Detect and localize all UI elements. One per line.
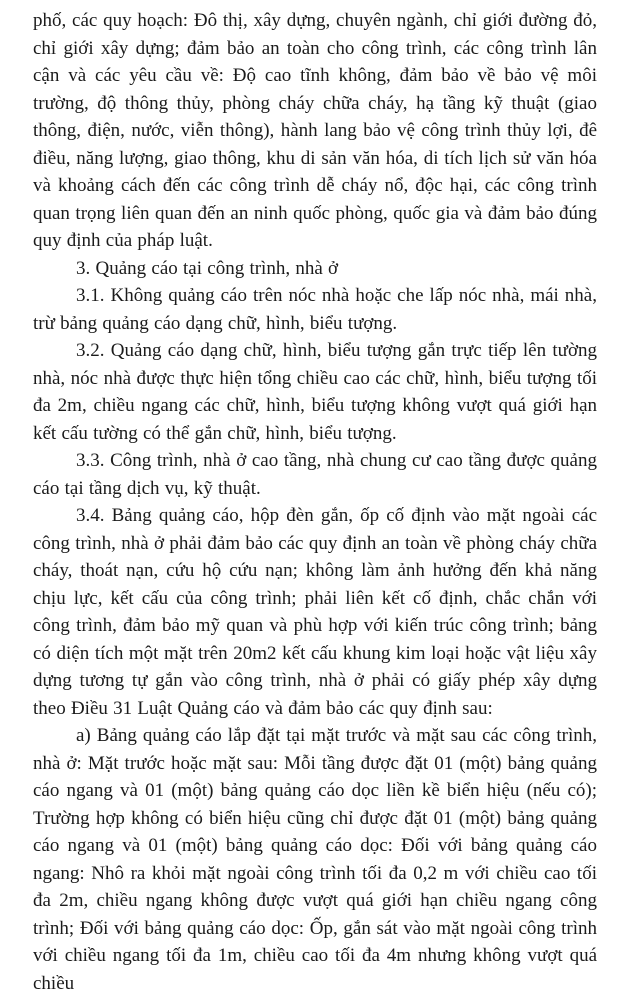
paragraph-continuation: phố, các quy hoạch: Đô thị, xây dựng, chuyên ngành, chỉ giới đường đỏ, chỉ giới xây dựng; đảm bảo an toàn cho công trình, các công trình lân cận và các yêu cầu về: Độ cao tĩnh không, đảm bảo về bảo vệ môi trường, độ thông thủy, phòng cháy chữa cháy, hạ tầng kỹ thuật (giao thông, điện, nước, viễn thông), hành lang bảo vệ công trình thủy lợi, đê điều, năng lượng, giao thông, khu di sản văn hóa, di tích lịch sử văn hóa và khoảng cách đến các công trình dễ cháy nổ, độc hại, các công trình quan trọng liên quan đến an ninh quốc phòng, quốc gia và đảm bảo đúng quy định của pháp luật. [33, 10, 597, 251]
paragraph-section-3-3: 3.3. Công trình, nhà ở cao tầng, nhà chung cư cao tầng được quảng cáo tại tầng dịch vụ, kỹ thuật. [33, 450, 597, 499]
paragraph-section-3-4: 3.4. Bảng quảng cáo, hộp đèn gắn, ốp cố định vào mặt ngoài các công trình, nhà ở phải đảm bảo các quy định an toàn về phòng cháy chữa cháy, thoát nạn, cứu hộ cứu nạn; không làm ảnh hưởng đến khả năng chịu lực, kết cấu của công trình; phải liên kết cố định, chắc chắn với công trình, đảm bảo mỹ quan và phù hợp với kiến trúc công trình; bảng có diện tích một mặt trên 20m2 kết cấu khung kim loại hoặc vật liệu xây dựng tương tự gắn vào công trình, nhà ở phải có giấy phép xây dựng theo Điều 31 Luật Quảng cáo và đảm bảo các quy định sau: [33, 505, 597, 719]
paragraph-section-3: 3. Quảng cáo tại công trình, nhà ở [76, 257, 339, 279]
paragraph-section-3-2: 3.2. Quảng cáo dạng chữ, hình, biểu tượng gắn trực tiếp lên tường nhà, nóc nhà được thực hiện tổng chiều cao các chữ, hình, biểu tượng tối đa 2m, chiều ngang các chữ, hình, biểu tượng không vượt quá giới hạn kết cấu tường có thể gắn chữ, hình, biểu tượng. [33, 340, 597, 444]
paragraph-point-a: a) Bảng quảng cáo lắp đặt tại mặt trước và mặt sau các công trình, nhà ở: Mặt trước hoặc mặt sau: Mỗi tầng được đặt 01 (một) bảng quảng cáo ngang và 01 (một) bảng quảng cáo dọc liền kề biển hiệu (nếu có); Trường hợp không có biển hiệu cũng chỉ được đặt 01 (một) bảng quảng cáo ngang và 01 (một) bảng quảng cáo dọc: Đối với bảng quảng cáo ngang: Nhô ra khỏi mặt ngoài công trình tối đa 0,2 m với chiều cao tối đa 2m, chiều ngang không được vượt quá giới hạn chiều ngang công trình; Đối với bảng quảng cáo dọc: Ốp, gắn sát vào mặt ngoài công trình với chiều ngang tối đa 1m, chiều cao tối đa 4m nhưng không vượt quá chiều [33, 725, 597, 994]
paragraph-section-3-1: 3.1. Không quảng cáo trên nóc nhà hoặc che lấp nóc nhà, mái nhà, trừ bảng quảng cáo dạng chữ, hình, biểu tượng. [33, 285, 597, 334]
